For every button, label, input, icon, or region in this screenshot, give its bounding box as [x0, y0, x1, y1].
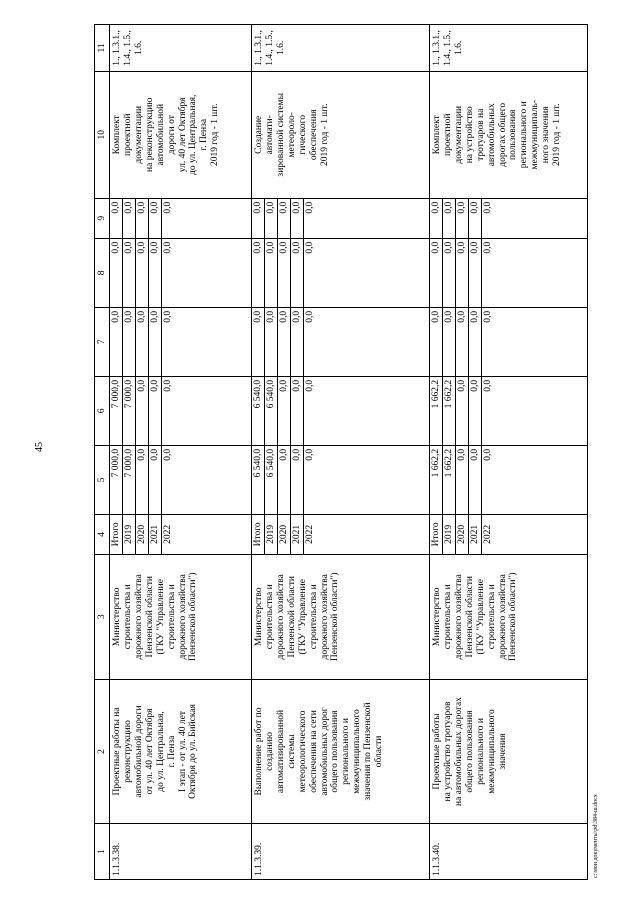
- funding-total-value: 0,0: [305, 448, 315, 461]
- expected-result-line: Комплект: [112, 115, 122, 155]
- measure-name-line: на устройство тротуаров: [442, 701, 453, 802]
- col-header-5: 5: [95, 445, 110, 514]
- executor-line: строительства и: [486, 584, 497, 650]
- funding-regional-value: 0,0: [136, 377, 149, 445]
- funding-total-value: 0,0: [278, 446, 291, 514]
- indicator-links-line: 1.4., 1.5.,: [264, 30, 275, 66]
- funding-regional: [430, 376, 588, 445]
- year-list-value: 2022: [305, 524, 315, 544]
- executor-line: (ГКУ "Управление: [297, 579, 308, 655]
- funding-regional-value: 1 662,2: [443, 377, 456, 445]
- funding-federal-value: 0,0: [443, 308, 456, 376]
- row-id: 1.1.3.38.: [110, 824, 252, 880]
- measure-name-line: на автомобильных дорогах: [453, 696, 464, 806]
- measure-name-line: общего пользования: [330, 710, 341, 793]
- expected-result-line: гического: [297, 114, 308, 155]
- col-header-9: 9: [95, 198, 110, 238]
- executor-line: Пензенской области: [144, 576, 155, 658]
- expected-result-line: на реконструкцию: [144, 97, 155, 172]
- funding-regional-value: 7 000,0: [123, 377, 136, 445]
- expected-result-line: ул. 40 лет Октября: [177, 97, 188, 173]
- funding-local-value: 0,0: [456, 239, 469, 307]
- funding-federal-value: 0,0: [136, 308, 149, 376]
- measure-name-line: реконструкцию: [122, 720, 133, 783]
- expected-result-line: проектной: [442, 113, 453, 157]
- measure-name-line: до ул. Центральная,: [155, 711, 166, 792]
- funding-federal-value: 0,0: [265, 308, 278, 376]
- indicator-links: [430, 25, 588, 72]
- expected-result-line: дорогах общего: [497, 102, 508, 167]
- indicator-links-line: 1.6.: [133, 40, 144, 56]
- funding-total-value: 7 000,0: [110, 446, 123, 514]
- rotated-table-container: [94, 24, 586, 880]
- expected-result-line: документации: [453, 105, 464, 164]
- funding-federal: [430, 307, 588, 376]
- measure-name-line: системы: [286, 734, 297, 769]
- measure-name-line: автомобильной дороги: [133, 705, 144, 798]
- expected-result-line: метеороло-: [286, 112, 297, 158]
- funding-regional-value: 0,0: [163, 379, 173, 392]
- year-list-value: 2021: [149, 515, 162, 554]
- year-list-value: Итого: [110, 515, 123, 554]
- measure-name-line: общего пользования: [464, 710, 475, 793]
- column-number-row: [95, 25, 110, 880]
- funding-total: [252, 445, 430, 514]
- funding-total-value: 6 540,0: [252, 446, 265, 514]
- indicator-links: [252, 25, 430, 72]
- funding-federal-value: 0,0: [163, 310, 173, 323]
- funding-total-value: 0,0: [291, 446, 304, 514]
- expected-result-line: проектной: [122, 113, 133, 157]
- col-header-7: 7: [95, 307, 110, 376]
- executor-line: (ГКУ "Управление: [155, 579, 166, 655]
- executor-line: Пензенской области: [286, 576, 297, 658]
- measure-name-line: Проектные работы на: [112, 707, 122, 796]
- expected-result: [252, 71, 430, 198]
- measure-name-line: значения: [497, 733, 508, 770]
- executor-line: Пензенской области"): [330, 572, 341, 662]
- executor-line: дорожного хозяйства: [275, 574, 286, 660]
- row-id: 1.1.3.40.: [430, 824, 588, 880]
- measure-name-line: значения по Пензенской: [363, 702, 374, 801]
- row-id: 1.1.3.39.: [252, 824, 430, 880]
- funding-federal-value: 0,0: [483, 310, 493, 323]
- indicator-links-line: 1., 1.3.1.,: [112, 30, 122, 66]
- funding-other-value: 0,0: [305, 201, 315, 214]
- measure-name-line: области: [374, 735, 385, 768]
- funding-other: [430, 198, 588, 238]
- executor-line: строительства и: [308, 584, 319, 650]
- funding-federal-value: 0,0: [252, 308, 265, 376]
- measure-name-line: Октября до ул. Бийская: [188, 704, 199, 799]
- funding-regional-value: 0,0: [483, 379, 493, 392]
- funding-local-value: 0,0: [123, 239, 136, 307]
- expected-result-line: межмуниципаль-: [530, 100, 541, 170]
- funding-local-value: 0,0: [278, 239, 291, 307]
- funding-other-value: 0,0: [252, 199, 265, 238]
- executor-line: строительства и: [122, 584, 133, 650]
- expected-result-line: до ул. Центральная,: [188, 94, 199, 175]
- measure-name: [110, 679, 252, 824]
- expected-result: [110, 71, 252, 198]
- measure-name-line: созданию: [264, 732, 275, 771]
- indicator-links-line: 1., 1.3.1.,: [254, 30, 264, 66]
- executor-line: дорожного хозяйства: [177, 574, 188, 660]
- expected-result-line: тротуаров на: [475, 108, 486, 161]
- executor-line: дорожного хозяйства: [497, 574, 508, 660]
- measure-name-line: регионального и: [475, 718, 486, 785]
- measure-name: [430, 679, 588, 824]
- expected-result-line: автомобильных: [486, 103, 497, 167]
- funding-other-value: 0,0: [443, 199, 456, 238]
- funding-total-value: 6 540,0: [265, 446, 278, 514]
- funding-local-value: 0,0: [483, 241, 493, 254]
- executor-line: Пензенской области: [464, 576, 475, 658]
- funding-total-value: 0,0: [483, 448, 493, 461]
- funding-federal-value: 0,0: [291, 308, 304, 376]
- funding-regional-value: 0,0: [291, 377, 304, 445]
- funding-federal: [252, 307, 430, 376]
- funding-other-value: 0,0: [136, 199, 149, 238]
- col-header-10: 10: [95, 71, 110, 198]
- funding-regional-value: 6 540,0: [265, 377, 278, 445]
- measure-name-line: автоматизированной: [275, 709, 286, 794]
- funding-federal-value: 0,0: [123, 308, 136, 376]
- funding-other-value: 0,0: [483, 201, 493, 214]
- executor: [110, 554, 252, 679]
- expected-result-line: регионального и: [519, 101, 530, 169]
- funding-total-value: 0,0: [149, 446, 162, 514]
- funding-local: [430, 238, 588, 307]
- col-header-8: 8: [95, 238, 110, 307]
- measure-name-line: I этап - от ул. 40 лет: [177, 711, 188, 792]
- funding-total: [430, 445, 588, 514]
- indicator-links: [110, 25, 252, 72]
- expected-result-line: документации: [133, 105, 144, 164]
- funding-regional-value: 0,0: [278, 377, 291, 445]
- funding-other-value: 0,0: [163, 201, 173, 214]
- year-list: [252, 514, 430, 554]
- funding-other-value: 0,0: [149, 199, 162, 238]
- expected-result-line: дороги от: [166, 115, 177, 155]
- measure-name-line: Проектные работы: [432, 713, 442, 790]
- year-list-value: 2019: [265, 515, 278, 554]
- expected-result-line: обеспечения: [308, 109, 319, 161]
- year-list-value: 2021: [469, 515, 482, 554]
- measure-name-line: межмуниципального: [352, 709, 363, 794]
- funding-local: [252, 238, 430, 307]
- executor-line: (ГКУ "Управление: [475, 579, 486, 655]
- footer-file-path: c:\мои документы\pd\384-ш.docx: [593, 794, 599, 878]
- expected-result-line: на устройство: [464, 106, 475, 164]
- indicator-links-line: 1.4., 1.5.,: [122, 30, 133, 66]
- executor-line: строительства и: [166, 584, 177, 650]
- funding-federal-value: 0,0: [149, 308, 162, 376]
- year-list-value: Итого: [252, 515, 265, 554]
- expected-result-line: зированной системы: [275, 92, 286, 177]
- measure-name-line: Выполнение работ по: [254, 707, 264, 796]
- funding-local-value: 0,0: [305, 241, 315, 254]
- year-list-value: 2020: [278, 515, 291, 554]
- funding-other-value: 0,0: [110, 199, 123, 238]
- col-header-6: 6: [95, 376, 110, 445]
- measure-name-line: от ул. 40 лет Октября: [144, 708, 155, 795]
- col-header-3: 3: [95, 554, 110, 679]
- measure-name-line: автомобильных дорог: [319, 707, 330, 796]
- table-row: [430, 25, 588, 880]
- executor-line: дорожного хозяйства: [319, 574, 330, 660]
- funding-other-value: 0,0: [265, 199, 278, 238]
- expected-result-line: пользования: [508, 109, 519, 160]
- funding-other-value: 0,0: [430, 199, 443, 238]
- col-header-1: 1: [95, 824, 110, 880]
- year-list-value: 2022: [163, 524, 173, 544]
- funding-federal-value: 0,0: [278, 308, 291, 376]
- executor-line: Министерство: [254, 587, 264, 647]
- funding-total-value: 1 662,2: [443, 446, 456, 514]
- expected-result-line: ного значения: [541, 106, 552, 164]
- funding-local: [110, 238, 252, 307]
- funding-regional-value: 0,0: [305, 379, 315, 392]
- funding-other: [252, 198, 430, 238]
- funding-regional-value: 0,0: [149, 377, 162, 445]
- expected-result-line: 2019 год - 1 шт.: [210, 103, 221, 167]
- funding-total-value: 0,0: [456, 446, 469, 514]
- funding-federal-value: 0,0: [305, 310, 315, 323]
- funding-other-value: 0,0: [469, 199, 482, 238]
- table-row: [252, 25, 430, 880]
- funding-local-value: 0,0: [136, 239, 149, 307]
- funding-federal-value: 0,0: [430, 308, 443, 376]
- funding-regional-value: 1 662,2: [430, 377, 443, 445]
- executor-line: Министерство: [112, 587, 122, 647]
- funding-local-value: 0,0: [443, 239, 456, 307]
- measure-name-line: обеспечения на сети: [308, 710, 319, 793]
- funding-federal-value: 0,0: [110, 308, 123, 376]
- year-list-value: 2019: [443, 515, 456, 554]
- expected-result-line: г. Пенза: [199, 118, 210, 151]
- year-list: [430, 514, 588, 554]
- funding-regional: [252, 376, 430, 445]
- expected-result: [430, 71, 588, 198]
- funding-local-value: 0,0: [430, 239, 443, 307]
- year-list-value: 2019: [123, 515, 136, 554]
- funding-other-value: 0,0: [278, 199, 291, 238]
- measure-name-line: межмуниципального: [486, 709, 497, 794]
- funding-regional-value: 6 540,0: [252, 377, 265, 445]
- measure-name-line: г. Пенза: [166, 735, 177, 768]
- expected-result-line: автомобильной: [155, 103, 166, 166]
- expected-result-line: Создание: [254, 115, 264, 154]
- measure-name-line: регионального и: [341, 718, 352, 785]
- executor-line: дорожного хозяйства: [133, 574, 144, 660]
- col-header-2: 2: [95, 679, 110, 824]
- funding-local-value: 0,0: [265, 239, 278, 307]
- executor-line: Пензенской области"): [508, 572, 519, 662]
- funding-local-value: 0,0: [291, 239, 304, 307]
- executor: [430, 554, 588, 679]
- executor: [252, 554, 430, 679]
- funding-total: [110, 445, 252, 514]
- measure-name-line: метеорологического: [297, 710, 308, 793]
- indicator-links-line: 1.6.: [275, 40, 286, 56]
- year-list-value: 2020: [136, 515, 149, 554]
- year-list-value: Итого: [430, 515, 443, 554]
- executor-line: строительства и: [264, 584, 275, 650]
- program-table: [94, 24, 588, 880]
- executor-line: Пензенской области"): [188, 572, 199, 662]
- expected-result-line: 2019 год - 1 шт.: [552, 103, 563, 167]
- funding-other: [110, 198, 252, 238]
- year-list-value: 2020: [456, 515, 469, 554]
- funding-local-value: 0,0: [110, 239, 123, 307]
- funding-federal-value: 0,0: [456, 308, 469, 376]
- funding-regional-value: 0,0: [456, 377, 469, 445]
- indicator-links-line: 1.4., 1.5.,: [442, 30, 453, 66]
- year-list-value: 2021: [291, 515, 304, 554]
- funding-local-value: 0,0: [252, 239, 265, 307]
- indicator-links-line: 1., 1.3.1.,: [432, 30, 442, 66]
- year-list-value: 2022: [483, 524, 493, 544]
- executor-line: дорожного хозяйства: [453, 574, 464, 660]
- funding-total-value: 0,0: [469, 446, 482, 514]
- funding-local-value: 0,0: [163, 241, 173, 254]
- expected-result-line: автомати-: [264, 115, 275, 155]
- funding-total-value: 0,0: [136, 446, 149, 514]
- expected-result-line: Комплект: [432, 115, 442, 155]
- funding-federal-value: 0,0: [469, 308, 482, 376]
- executor-line: строительства и: [442, 584, 453, 650]
- funding-regional-value: 0,0: [469, 377, 482, 445]
- expected-result-line: 2019 год - 1 шт.: [319, 103, 330, 167]
- funding-other-value: 0,0: [456, 199, 469, 238]
- funding-regional: [110, 376, 252, 445]
- funding-other-value: 0,0: [123, 199, 136, 238]
- funding-total-value: 7 000,0: [123, 446, 136, 514]
- indicator-links-line: 1.6.: [453, 40, 464, 56]
- table-row: [110, 25, 252, 880]
- funding-local-value: 0,0: [469, 239, 482, 307]
- funding-total-value: 1 662,2: [430, 446, 443, 514]
- funding-federal: [110, 307, 252, 376]
- executor-line: Министерство: [432, 587, 442, 647]
- funding-total-value: 0,0: [163, 448, 173, 461]
- funding-regional-value: 7 000,0: [110, 377, 123, 445]
- funding-local-value: 0,0: [149, 239, 162, 307]
- measure-name: [252, 679, 430, 824]
- funding-other-value: 0,0: [291, 199, 304, 238]
- col-header-11: 11: [95, 25, 110, 72]
- page-number: 45: [34, 442, 45, 452]
- col-header-4: 4: [95, 514, 110, 554]
- year-list: [110, 514, 252, 554]
